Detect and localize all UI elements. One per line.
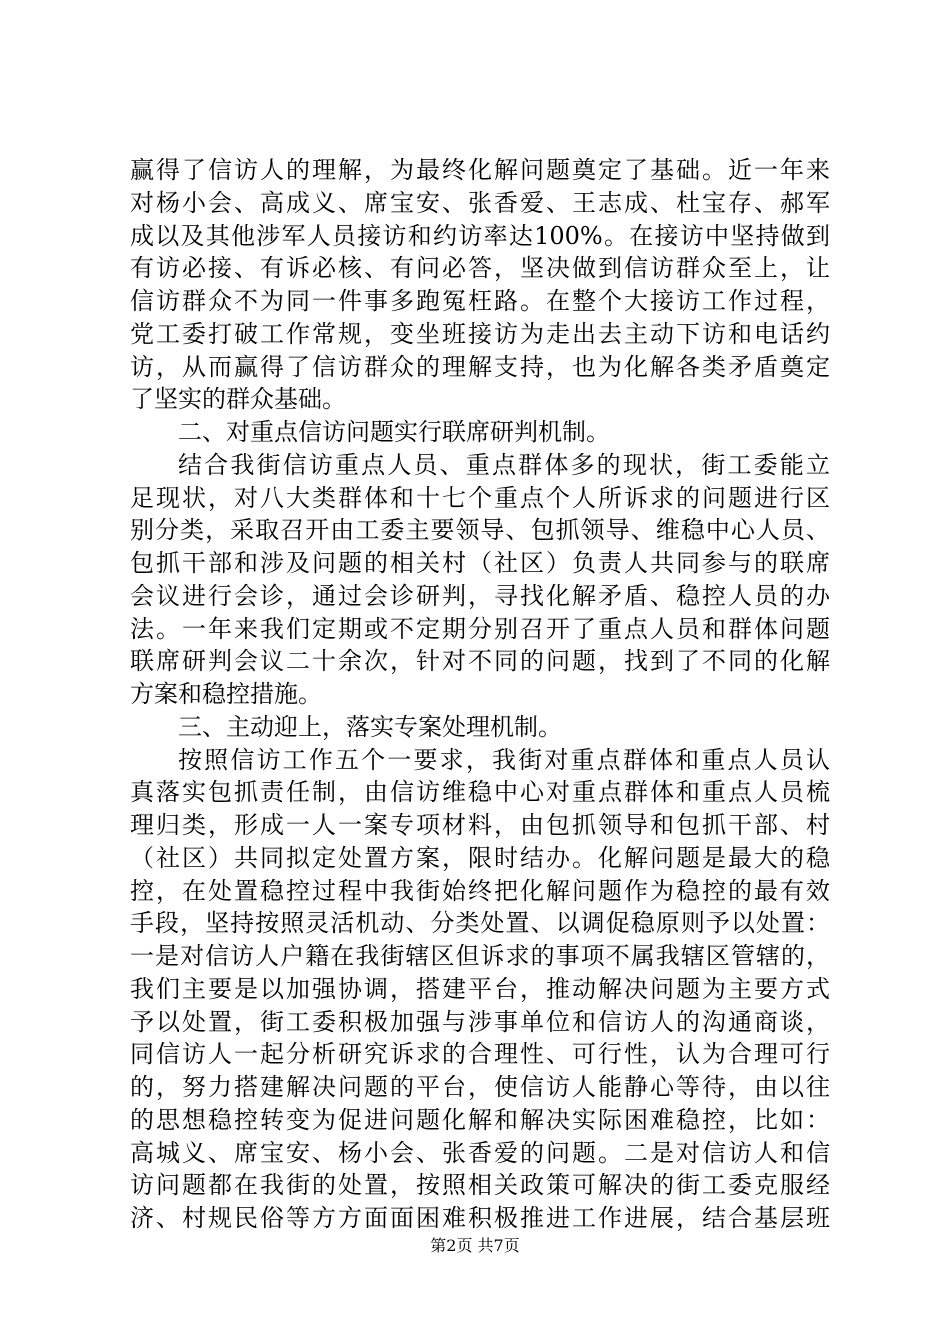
text-line: 结合我街信访重点人员、重点群体多的现状，街工委能立: [178, 450, 830, 479]
text-line: 同信访人一起分析研究诉求的合理性、可行性，认为合理可行: [130, 1040, 830, 1069]
text-line: 的，努力搭建解决问题的平台，使信访人能静心等待，由以往: [130, 1073, 830, 1101]
paragraph: [130, 744, 830, 1235]
text-line: 二、对重点信访问题实行联席研判机制。: [178, 418, 610, 446]
text-line: 了坚实的群众基础。: [130, 385, 346, 414]
text-line: 成以及其他涉军人员接访和约访率达100%。在接访中坚持做到: [130, 221, 830, 250]
text-line: 党工委打破工作常规，变坐班接访为走出去主动下访和电话约: [130, 319, 830, 348]
text-line: 理归类，形成一人一案专项材料，由包抓领导和包抓干部、村: [130, 811, 830, 839]
text-line: 对杨小会、高成义、席宝安、张香爱、王志成、杜宝存、郝军: [130, 188, 830, 217]
text-line: 控，在处置稳控过程中我街始终把化解问题作为稳控的最有效: [130, 876, 830, 905]
text-line: 赢得了信访人的理解，为最终化解问题奠定了基础。近一年来: [130, 156, 830, 184]
text-line: 信访群众不为同一件事多跑冤枉路。在整个大接访工作过程，: [130, 287, 830, 315]
paragraph: [130, 154, 830, 416]
paragraph: [130, 711, 830, 744]
text-line: 访问题都在我街的处置，按照相关政策可解决的街工委克服经: [130, 1171, 830, 1200]
text-line: 高城义、席宝安、杨小会、张香爱的问题。二是对信访人和信: [130, 1138, 830, 1167]
paragraph: [130, 416, 830, 449]
text-line: 予以处置，街工委积极加强与涉事单位和信访人的沟通商谈，: [130, 1007, 830, 1036]
text-line: 法。一年来我们定期或不定期分别召开了重点人员和群体问题: [130, 614, 830, 643]
text-line: 会议进行会诊，通过会诊研判，寻找化解矛盾、稳控人员的办: [130, 581, 830, 610]
text-line: 的思想稳控转变为促进问题化解和解决实际困难稳控，比如：: [130, 1105, 830, 1134]
text-line: 足现状，对八大类群体和十七个重点个人所诉求的问题进行区: [130, 483, 830, 512]
text-line: 按照信访工作五个一要求，我街对重点群体和重点人员认: [178, 745, 830, 774]
text-line: 济、村规民俗等方方面面困难积极推进工作进展，结合基层班: [130, 1204, 830, 1232]
text-line: 真落实包抓责任制，由信访维稳中心对重点群体和重点人员梳: [130, 778, 830, 807]
page-footer: [0, 1236, 950, 1256]
text-line: 一是对信访人户籍在我街辖区但诉求的事项不属我辖区管辖的，: [130, 942, 830, 970]
document-body: [130, 154, 830, 1235]
text-line: （社区）共同拟定处置方案，限时结办。化解问题是最大的稳: [130, 843, 830, 872]
text-line: 手段，坚持按照灵活机动、分类处置、以调促稳原则予以处置：: [130, 909, 830, 938]
text-line: 访，从而赢得了信访群众的理解支持，也为化解各类矛盾奠定: [130, 352, 830, 381]
page-number-label: 第2页 共7页: [430, 1236, 520, 1255]
text-line: 包抓干部和涉及问题的相关村（社区）负责人共同参与的联席: [130, 549, 830, 577]
paragraph: [130, 449, 830, 711]
text-line: 联席研判会议二十余次，针对不同的问题，找到了不同的化解: [130, 647, 830, 676]
text-line: 有访必接、有诉必核、有问必答，坚决做到信访群众至上，让: [130, 254, 830, 283]
text-line: 我们主要是以加强协调，搭建平台，推动解决问题为主要方式: [130, 974, 830, 1003]
text-line: 别分类，采取召开由工委主要领导、包抓领导、维稳中心人员、: [130, 516, 830, 545]
text-line: 三、主动迎上，落实专案处理机制。: [178, 712, 562, 741]
text-line: 方案和稳控措施。: [130, 680, 322, 708]
